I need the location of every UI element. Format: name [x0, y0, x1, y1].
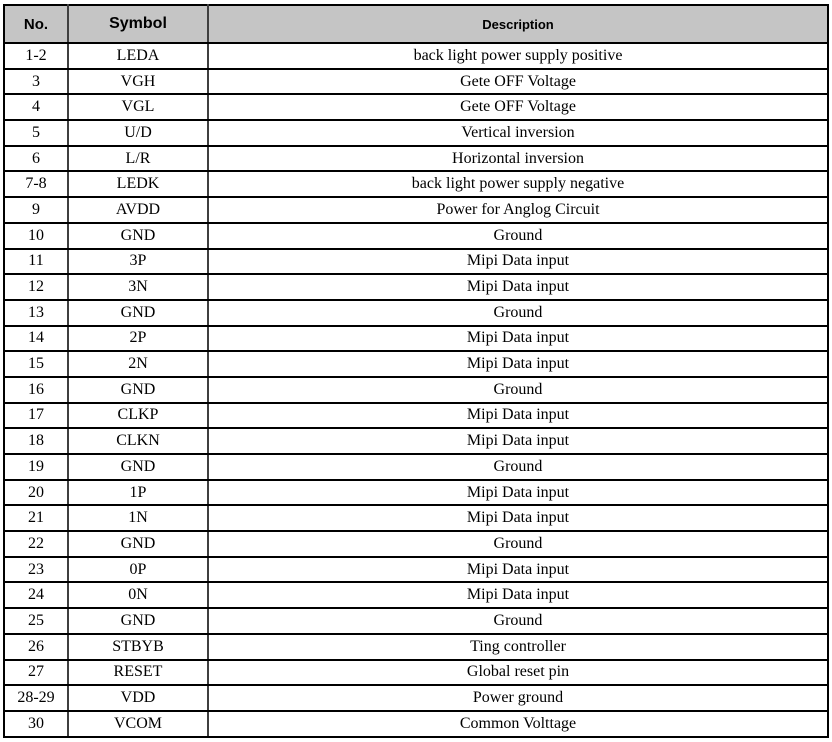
table-row	[4, 608, 828, 634]
pin-description-cell: Mipi Data input	[208, 326, 828, 352]
pin-symbol-cell: RESET	[68, 660, 208, 686]
table-row	[4, 557, 828, 583]
table-row	[4, 403, 828, 429]
table-row	[4, 197, 828, 223]
pin-no-cell: 15	[4, 351, 68, 377]
pin-symbol-cell: AVDD	[68, 197, 208, 223]
pin-symbol-cell: GND	[68, 377, 208, 403]
pin-no-cell: 14	[4, 326, 68, 352]
pin-description-cell: Ground	[208, 300, 828, 326]
pin-no-cell: 5	[4, 120, 68, 146]
pin-description-cell: Mipi Data input	[208, 428, 828, 454]
pin-no-cell: 13	[4, 300, 68, 326]
pin-description-cell: Mipi Data input	[208, 351, 828, 377]
pin-no-cell: 19	[4, 454, 68, 480]
table-row	[4, 223, 828, 249]
pin-description-cell: Gete OFF Voltage	[208, 69, 828, 95]
pin-no-cell: 3	[4, 69, 68, 95]
pin-no-cell: 17	[4, 403, 68, 429]
pin-symbol-cell: 0N	[68, 582, 208, 608]
pin-description-cell: back light power supply positive	[208, 43, 828, 69]
pin-no-cell: 22	[4, 531, 68, 557]
table-row	[4, 120, 828, 146]
pin-description-cell: Power ground	[208, 685, 828, 711]
pin-symbol-cell: 1N	[68, 505, 208, 531]
table-row	[4, 634, 828, 660]
pin-symbol-cell: VGH	[68, 69, 208, 95]
pin-no-cell: 26	[4, 634, 68, 660]
pin-description-cell: Mipi Data input	[208, 557, 828, 583]
pin-symbol-cell: U/D	[68, 120, 208, 146]
table-row	[4, 326, 828, 352]
pin-description-cell: Mipi Data input	[208, 582, 828, 608]
pin-description-cell: Ground	[208, 454, 828, 480]
table-row	[4, 685, 828, 711]
pin-symbol-cell: STBYB	[68, 634, 208, 660]
pin-table	[3, 4, 829, 738]
table-row	[4, 69, 828, 95]
table-row	[4, 454, 828, 480]
table-header-row	[4, 5, 828, 43]
table-row	[4, 377, 828, 403]
pin-symbol-cell: GND	[68, 608, 208, 634]
table-row	[4, 582, 828, 608]
table-row	[4, 249, 828, 275]
pin-no-cell: 4	[4, 94, 68, 120]
column-header-no: No.	[4, 5, 68, 43]
pin-description-cell: Common Volttage	[208, 711, 828, 737]
pin-no-cell: 7-8	[4, 171, 68, 197]
pin-description-cell: Mipi Data input	[208, 274, 828, 300]
table-row	[4, 300, 828, 326]
table-row	[4, 531, 828, 557]
table-row	[4, 505, 828, 531]
table-row	[4, 274, 828, 300]
pin-symbol-cell: 3N	[68, 274, 208, 300]
pin-no-cell: 28-29	[4, 685, 68, 711]
pin-symbol-cell: 1P	[68, 480, 208, 506]
pin-no-cell: 20	[4, 480, 68, 506]
pin-description-cell: Ting controller	[208, 634, 828, 660]
pin-no-cell: 30	[4, 711, 68, 737]
pin-symbol-cell: VDD	[68, 685, 208, 711]
pin-description-cell: Global reset pin	[208, 660, 828, 686]
pin-symbol-cell: VCOM	[68, 711, 208, 737]
pin-table-body	[4, 43, 828, 737]
pin-description-cell: Power for Anglog Circuit	[208, 197, 828, 223]
table-row	[4, 351, 828, 377]
pin-description-cell: Ground	[208, 223, 828, 249]
pin-no-cell: 11	[4, 249, 68, 275]
pin-symbol-cell: L/R	[68, 146, 208, 172]
pin-no-cell: 12	[4, 274, 68, 300]
pin-description-cell: Vertical inversion	[208, 120, 828, 146]
pin-symbol-cell: LEDK	[68, 171, 208, 197]
pin-no-cell: 16	[4, 377, 68, 403]
pin-no-cell: 10	[4, 223, 68, 249]
pin-description-cell: Mipi Data input	[208, 505, 828, 531]
pin-description-cell: back light power supply negative	[208, 171, 828, 197]
pin-description-cell: Ground	[208, 531, 828, 557]
pin-symbol-cell: 3P	[68, 249, 208, 275]
table-row	[4, 480, 828, 506]
pin-symbol-cell: VGL	[68, 94, 208, 120]
pin-symbol-cell: 2N	[68, 351, 208, 377]
pin-symbol-cell: 2P	[68, 326, 208, 352]
pin-symbol-cell: GND	[68, 454, 208, 480]
pin-symbol-cell: GND	[68, 223, 208, 249]
pin-no-cell: 21	[4, 505, 68, 531]
table-row	[4, 146, 828, 172]
pin-description-cell: Gete OFF Voltage	[208, 94, 828, 120]
pin-no-cell: 24	[4, 582, 68, 608]
pin-description-cell: Mipi Data input	[208, 480, 828, 506]
table-row	[4, 711, 828, 737]
pin-no-cell: 18	[4, 428, 68, 454]
pin-symbol-cell: GND	[68, 531, 208, 557]
pin-symbol-cell: 0P	[68, 557, 208, 583]
table-row	[4, 43, 828, 69]
table-row	[4, 94, 828, 120]
table-row	[4, 171, 828, 197]
pin-description-cell: Mipi Data input	[208, 249, 828, 275]
pin-no-cell: 23	[4, 557, 68, 583]
pin-no-cell: 27	[4, 660, 68, 686]
table-row	[4, 428, 828, 454]
column-header-description: Description	[208, 5, 828, 43]
table-row	[4, 660, 828, 686]
column-header-symbol: Symbol	[68, 5, 208, 43]
pin-no-cell: 9	[4, 197, 68, 223]
pin-description-cell: Mipi Data input	[208, 403, 828, 429]
pin-symbol-cell: CLKN	[68, 428, 208, 454]
pin-description-cell: Ground	[208, 377, 828, 403]
pin-symbol-cell: CLKP	[68, 403, 208, 429]
pin-no-cell: 6	[4, 146, 68, 172]
pin-symbol-cell: LEDA	[68, 43, 208, 69]
pin-description-cell: Horizontal inversion	[208, 146, 828, 172]
pin-no-cell: 1-2	[4, 43, 68, 69]
pin-description-cell: Ground	[208, 608, 828, 634]
pin-symbol-cell: GND	[68, 300, 208, 326]
pin-no-cell: 25	[4, 608, 68, 634]
